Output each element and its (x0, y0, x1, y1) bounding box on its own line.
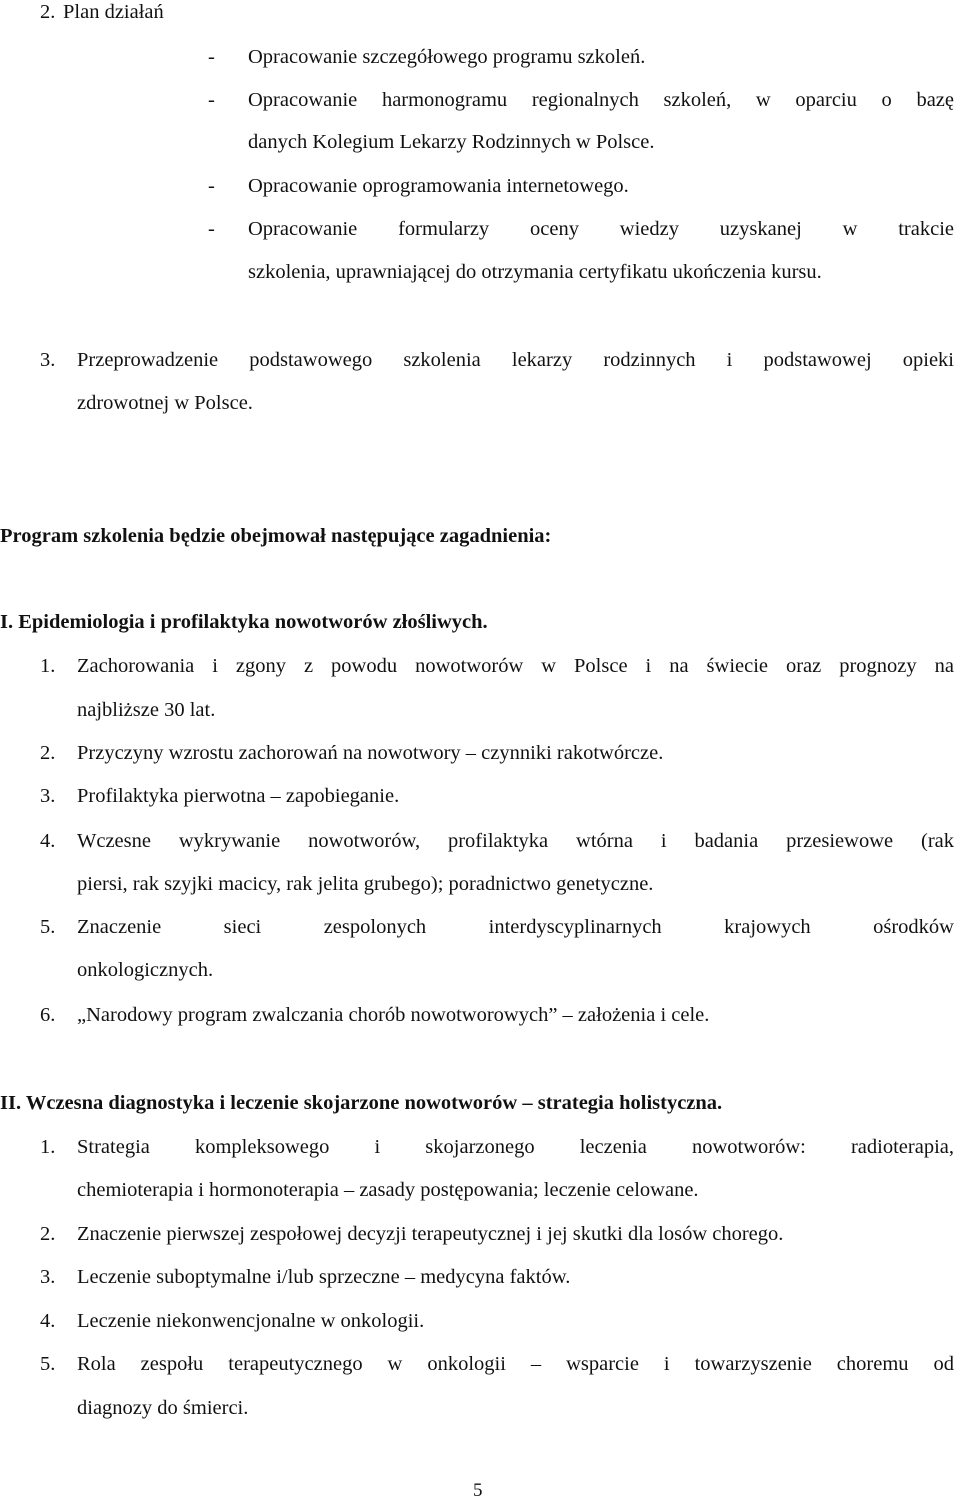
list-item: Znaczenie sieci zespolonych interdyscyplinarnych krajowych ośrodków (77, 916, 954, 938)
list-bullet: - (208, 46, 215, 68)
list-item: Opracowanie oprogramowania internetowego. (248, 175, 629, 197)
list-item: Leczenie suboptymalne i/lub sprzeczne – medycyna faktów. (77, 1266, 571, 1288)
list-item: Rola zespołu terapeutycznego w onkologii – wsparcie i towarzyszenie choremu od (77, 1353, 954, 1375)
list-item-continuation: danych Kolegium Lekarzy Rodzinnych w Polsce. (248, 131, 655, 153)
list-item-continuation: piersi, rak szyjki macicy, rak jelita grubego); poradnictwo genetyczne. (77, 873, 654, 895)
item-number: 1. (40, 655, 56, 677)
section3-number: 3. (40, 349, 56, 371)
item-number: 2. (40, 742, 56, 764)
list-item: Strategia kompleksowego i skojarzonego leczenia nowotworów: radioterapia, (77, 1136, 954, 1158)
list-item: Leczenie niekonwencjonalne w onkologii. (77, 1310, 425, 1332)
list-item-continuation: diagnozy do śmierci. (77, 1397, 249, 1419)
list-bullet: - (208, 175, 215, 197)
section2-heading: Plan działań (63, 1, 164, 23)
list-item: Opracowanie szczegółowego programu szkoleń. (248, 46, 646, 68)
item-number: 1. (40, 1136, 56, 1158)
item-number: 4. (40, 1310, 56, 1332)
list-bullet: - (208, 218, 215, 240)
list-item: „Narodowy program zwalczania chorób nowotworowych” – założenia i cele. (77, 1004, 710, 1026)
part-i-heading: I. Epidemiologia i profilaktyka nowotworów złośliwych. (0, 611, 488, 633)
item-number: 4. (40, 830, 56, 852)
list-item-continuation: onkologicznych. (77, 959, 214, 981)
item-number: 6. (40, 1004, 56, 1026)
list-item-continuation: szkolenia, uprawniającej do otrzymania certyfikatu ukończenia kursu. (248, 261, 822, 283)
list-item-continuation: najbliższe 30 lat. (77, 699, 216, 721)
list-item: Znaczenie pierwszej zespołowej decyzji terapeutycznej i jej skutki dla losów chorego. (77, 1223, 784, 1245)
item-number: 2. (40, 1223, 56, 1245)
item-number: 3. (40, 785, 56, 807)
list-item: Opracowanie formularzy oceny wiedzy uzyskanej w trakcie (248, 218, 954, 240)
part-ii-heading: II. Wczesna diagnostyka i leczenie skojarzone nowotworów – strategia holistyczna. (0, 1092, 723, 1114)
item-number: 5. (40, 916, 56, 938)
list-item: Wczesne wykrywanie nowotworów, profilaktyka wtórna i badania przesiewowe (rak (77, 830, 954, 852)
list-item: Przyczyny wzrostu zachorowań na nowotwory – czynniki rakotwórcze. (77, 742, 664, 764)
item-number: 5. (40, 1353, 56, 1375)
section3-heading-continuation: zdrowotnej w Polsce. (77, 392, 253, 414)
list-item: Profilaktyka pierwotna – zapobieganie. (77, 785, 400, 807)
program-title: Program szkolenia będzie obejmował następujące zagadnienia: (0, 525, 552, 547)
list-item-continuation: chemioterapia i hormonoterapia – zasady postępowania; leczenie celowane. (77, 1179, 699, 1201)
list-item: Zachorowania i zgony z powodu nowotworów w Polsce i na świecie oraz prognozy na (77, 655, 954, 677)
list-bullet: - (208, 89, 215, 111)
section3-heading: Przeprowadzenie podstawowego szkolenia lekarzy rodzinnych i podstawowej opieki (77, 349, 954, 371)
section2-heading-number: 2. (40, 1, 56, 23)
item-number: 3. (40, 1266, 56, 1288)
list-item: Opracowanie harmonogramu regionalnych szkoleń, w oparciu o bazę (248, 89, 954, 111)
page-number: 5 (473, 1480, 483, 1501)
